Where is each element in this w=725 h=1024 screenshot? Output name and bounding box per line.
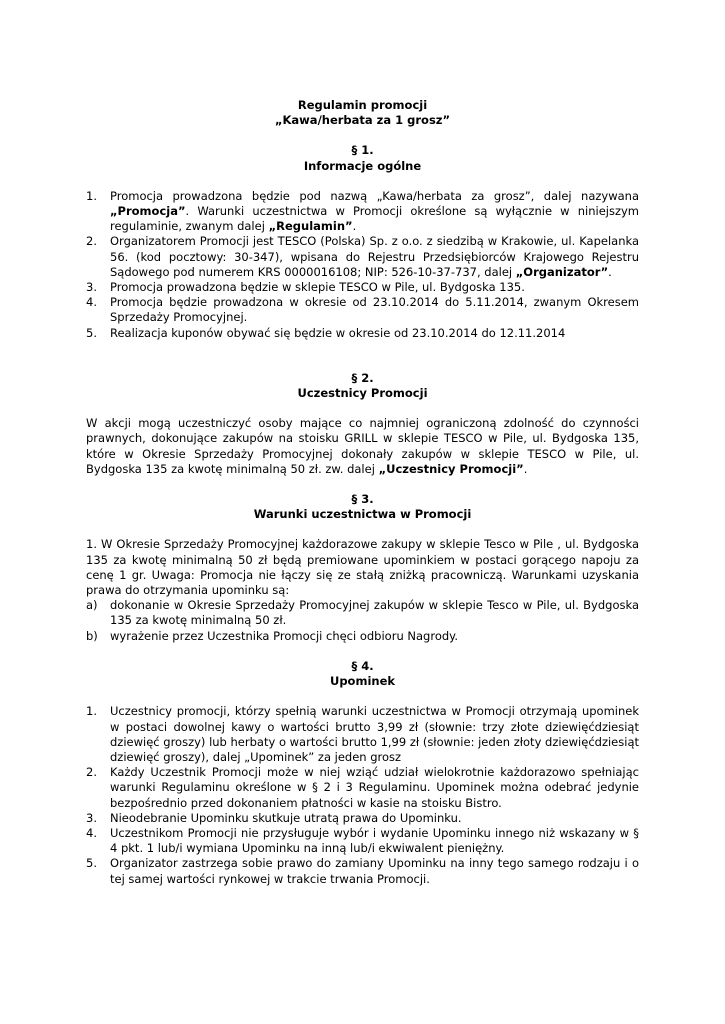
- list-item: [86, 704, 639, 765]
- document-body: [86, 98, 639, 887]
- list-item-text: .: [352, 219, 357, 234]
- list-item-text: Każdy Uczestnik Promocji może w niej wziąć udział wielokrotnie każdorazowo spełniając warunki Regulaminu określone w § 2 i 3 Regulaminu. Upominek można odebrać jedynie bezpośrednio przed dokonaniem płatności w kasie na stoisku Bistro.: [110, 765, 639, 810]
- section-1-list: [86, 189, 639, 341]
- list-item-text: Organizatorem Promocji jest TESCO (Polska) Sp. z o.o. z siedzibą w Krakowie, ul. Kapelanka 56. (kod pocztowy: 30-347), wpisana do Rejestru Przedsiębiorców Krajowego Rejestru Sądowego pod numerem KRS 0000016108; NIP: 526-10-37-737, dalej: [110, 234, 639, 279]
- list-item: [86, 234, 639, 280]
- list-item-text: Uczestnicy promocji, którzy spełnią warunki uczestnictwa w Promocji otrzymają upominek w postaci dowolnej kawy o wartości brutto 3,99 zł (słownie: trzy złote dziewięćdziesiąt dziewięć groszy) lub herbaty o wartości brutto 1,99 zł (słownie: jeden złoty dziewięćdziesiąt dziewięć groszy), dalej „Upominek” za jeden grosz: [110, 704, 639, 764]
- section-1-number: § 1.: [351, 143, 374, 158]
- section-1-heading: Informacje ogólne: [303, 158, 422, 173]
- list-item-text: wyrażenie przez Uczestnika Promocji chęci odbioru Nagrody.: [110, 628, 458, 643]
- list-item: [86, 811, 639, 826]
- list-item: [86, 629, 639, 644]
- defined-term: „Uczestnicy Promocji”: [378, 461, 524, 476]
- section-4-list: [86, 704, 639, 886]
- list-item-number: 4.: [86, 825, 97, 840]
- document-subtitle: „Kawa/herbata za 1 grosz”: [274, 113, 451, 128]
- list-item: [86, 189, 639, 235]
- defined-term: „Organizator”: [515, 264, 609, 279]
- list-item: [86, 856, 639, 886]
- list-item-text: Uczestnikom Promocji nie przysługuje wybór i wydanie Upominku innego niż wskazany w § 4 pkt. 1 lub/i wymiana Upominku na inną lub/i ekwiwalent pieniężny.: [110, 825, 639, 856]
- list-item-number: 5.: [86, 856, 97, 871]
- list-item-text: Organizator zastrzega sobie prawo do zamiany Upominku na inny tego samego rodzaju i o tej samej wartości rynkowej w trakcie trwania Promocji.: [110, 856, 639, 886]
- section-2-heading: Uczestnicy Promocji: [297, 386, 428, 401]
- section-2-paragraph: [86, 416, 639, 477]
- list-item-text: Promocja prowadzona będzie w sklepie TESCO w Pile, ul. Bydgoska 135.: [110, 280, 525, 295]
- section-3-list: [86, 598, 639, 644]
- list-item-text: Nieodebranie Upominku skutkuje utratą prawa do Upominku.: [110, 810, 462, 825]
- list-item: [86, 598, 639, 628]
- list-item-text: . Warunki uczestnictwa w Promocji określone są wyłącznie w niniejszym regulaminie, zwanym dalej: [110, 204, 639, 234]
- section-3-heading: Warunki uczestnictwa w Promocji: [253, 507, 472, 522]
- section-3-number: § 3.: [351, 492, 374, 507]
- document-title: Regulamin promocji: [297, 98, 428, 112]
- list-item-number: 4.: [86, 295, 97, 310]
- list-item-number: 3.: [86, 810, 97, 825]
- section-2-number: § 2.: [351, 370, 374, 385]
- list-item-text: Promocja prowadzona będzie pod nazwą „Kawa/herbata za grosz”, dalej nazywana: [110, 188, 639, 203]
- paragraph-text: W akcji mogą uczestniczyć osoby mające co najmniej ograniczoną zdolność do czynności prawnych, dokonujące zakupów na stoisku GRILL w sklepie TESCO w Pile, ul. Bydgoska 135, które w Okresie Sprzedaży Promocyjnej dokonały zakupów w sklepie TESCO w Pile, ul. Bydgoska 135 za kwotę minimalną 50 zł. zw. dalej: [86, 416, 639, 476]
- list-item: [86, 826, 639, 856]
- list-item-text: .: [608, 264, 612, 279]
- list-item-number: 2.: [86, 765, 97, 780]
- section-3-paragraph: 1. W Okresie Sprzedaży Promocyjnej każdorazowe zakupy w sklepie Tesco w Pile , ul. Bydgoska 135 za kwotę minimalną 50 zł będą premiowane upominkiem w postaci gorącego napoju za cenę 1 gr. Uwaga: Promocja nie łączy się ze stałą zniżką pracowniczą. Warunkami uzyskania prawa do otrzymania upominku są:: [86, 537, 639, 598]
- list-item-number: 3.: [86, 280, 97, 295]
- list-item: [86, 326, 639, 341]
- section-4-number: § 4.: [351, 658, 374, 673]
- section-4-heading: Upominek: [329, 674, 396, 689]
- list-item-number: a): [86, 598, 98, 613]
- defined-term: „Promocja”: [110, 204, 186, 219]
- list-item-number: 1.: [86, 704, 97, 719]
- list-item-number: 1.: [86, 188, 97, 203]
- list-item: [86, 295, 639, 325]
- list-item: [86, 280, 639, 295]
- list-item: [86, 765, 639, 811]
- defined-term: „Regulamin”: [268, 219, 353, 234]
- list-item-number: b): [86, 628, 98, 643]
- list-item-number: 2.: [86, 234, 97, 249]
- list-item-text: Realizacja kuponów obywać się będzie w okresie od 23.10.2014 do 12.11.2014: [110, 325, 566, 340]
- list-item-text: dokonanie w Okresie Sprzedaży Promocyjnej zakupów w sklepie Tesco w Pile, ul. Bydgoska 135 za kwotę minimalną 50 zł.: [110, 598, 639, 628]
- paragraph-text: .: [523, 461, 528, 476]
- list-item-number: 5.: [86, 325, 97, 340]
- list-item-text: Promocja będzie prowadzona w okresie od 23.10.2014 do 5.11.2014, zwanym Okresem Sprzedaży Promocyjnej.: [110, 295, 639, 325]
